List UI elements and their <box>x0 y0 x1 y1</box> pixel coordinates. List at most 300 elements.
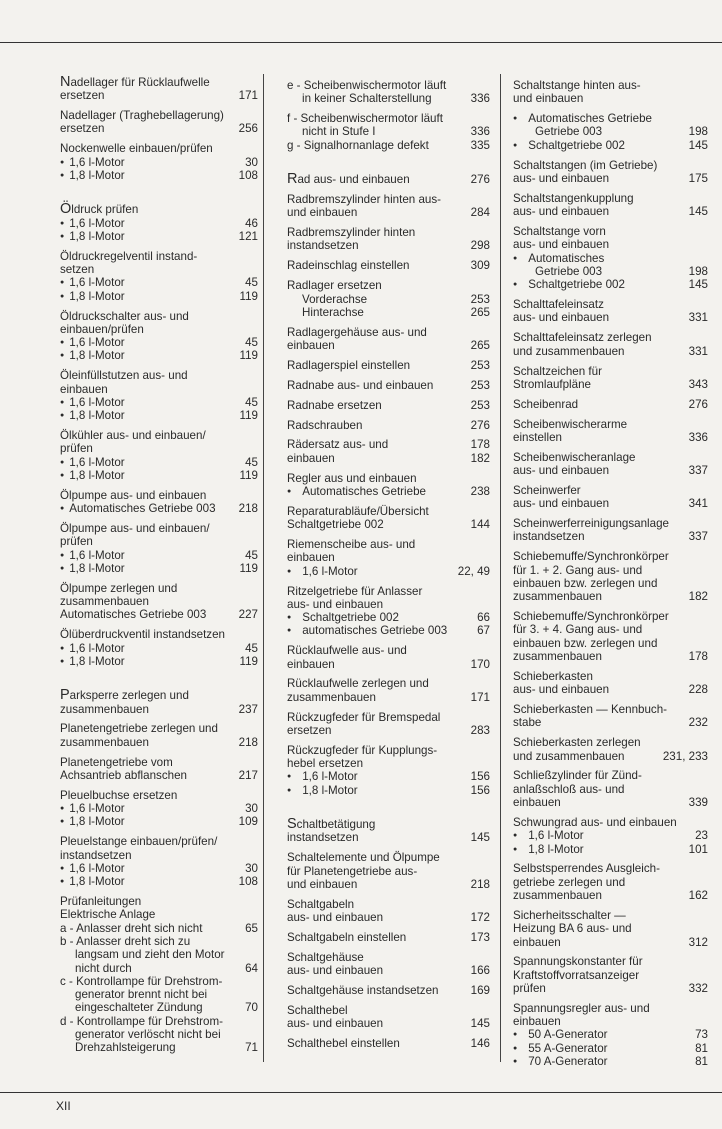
entry-text: Scheinwerfer <box>513 483 581 497</box>
entry-text: Kraftstoffvorratsanzeiger <box>513 968 640 982</box>
entry-line <box>287 691 490 704</box>
page-number: XII <box>56 1099 71 1113</box>
index-entry <box>287 744 490 797</box>
entry-line <box>287 644 490 657</box>
entry-text: Radeinschlag einstellen <box>287 259 410 273</box>
page-reference: 284 <box>470 206 490 220</box>
entry-line <box>513 378 708 391</box>
entry-line <box>513 331 708 344</box>
entry-text: Spannungskonstanter für <box>513 955 643 969</box>
entry-text: einbauen <box>513 1015 561 1029</box>
bullet-subentry <box>287 624 490 637</box>
bullet-subentry <box>60 409 258 422</box>
index-entry <box>60 250 258 303</box>
index-entry <box>60 522 258 575</box>
entry-line <box>60 582 258 595</box>
entry-text: aus- und einbauen <box>287 597 384 611</box>
column-divider <box>500 74 501 1062</box>
entry-line <box>513 92 708 105</box>
page-reference: 253 <box>470 292 490 306</box>
entry-text: ● Automatisches Getriebe 003 <box>60 502 235 515</box>
index-entry <box>513 192 708 219</box>
entry-text: einbauen/prüfen <box>60 322 144 336</box>
entry-line <box>287 865 490 878</box>
entry-line <box>287 206 490 219</box>
entry-text: ● 1,6 l-Motor <box>60 862 241 875</box>
entry-text: für Planetengetriebe aus- <box>287 864 418 878</box>
page-reference: 145 <box>688 138 708 152</box>
bullet-subentry <box>513 112 708 125</box>
entry-line <box>287 79 490 92</box>
entry-text: ● 1,6 l-Motor <box>60 276 241 289</box>
entry-text: aus- und einbauen <box>513 238 610 252</box>
page-reference: 109 <box>238 815 258 829</box>
entry-text: ● Schaltgetriebe 002 <box>513 278 685 291</box>
page-reference: 119 <box>239 409 258 423</box>
page-reference: 22, 49 <box>457 564 490 578</box>
entry-line <box>287 139 490 152</box>
entry-line <box>60 689 258 702</box>
entry-line <box>513 703 708 716</box>
page-reference: 71 <box>245 1041 258 1055</box>
entry-text: Riemenscheibe aus- und <box>287 538 416 552</box>
entry-line <box>60 789 258 802</box>
page-reference: 45 <box>245 395 258 409</box>
index-entry <box>513 298 708 325</box>
page-reference: 335 <box>470 138 490 152</box>
index-entry <box>513 159 708 186</box>
entry-text: Pleuelstange einbauen/prüfen/ <box>60 835 218 849</box>
bullet-subentry <box>60 276 258 289</box>
entry-line <box>513 451 708 464</box>
page-reference: 337 <box>688 464 708 478</box>
entry-line <box>60 442 258 455</box>
index-entry <box>60 310 258 363</box>
page-reference: 45 <box>245 455 258 469</box>
entry-line <box>513 1015 708 1028</box>
entry-text: ● 1,6 l-Motor <box>60 456 241 469</box>
entry-line <box>60 522 258 535</box>
entry-text: Schaltgabeln <box>287 897 355 911</box>
index-entry <box>287 1004 490 1031</box>
page-reference: 238 <box>470 484 490 498</box>
entry-line <box>60 988 258 1001</box>
entry-line <box>287 757 490 770</box>
index-entry <box>60 582 258 622</box>
entry-text: Schieberkasten — Kennbuch- <box>513 703 668 717</box>
entry-text: ● Automatisches <box>513 252 708 265</box>
entry-text: Schalthebel einstellen <box>287 1037 400 1051</box>
page-reference: 30 <box>245 802 258 816</box>
entry-text: ● Schaltgetriebe 002 <box>513 139 685 152</box>
entry-text: zusammenbauen <box>60 735 149 749</box>
entry-text: Radlagergehäuse aus- und <box>287 325 427 339</box>
index-entry <box>287 818 490 845</box>
entry-text: Stromlaufpläne <box>513 377 591 391</box>
entry-text: ● 50 A-Generator <box>513 1028 691 1041</box>
entry-text: Ölpumpe aus- und einbauen/ <box>60 522 210 536</box>
entry-line <box>287 724 490 737</box>
entry-text: instandsetzen <box>513 530 585 544</box>
bullet-subentry <box>287 565 490 578</box>
entry-text: aus- und einbauen <box>287 964 384 978</box>
entry-line <box>287 379 490 392</box>
entry-line <box>287 898 490 911</box>
index-column-2 <box>287 76 490 1050</box>
page-reference: 336 <box>688 430 708 444</box>
entry-line <box>513 650 708 663</box>
entry-text: Schaltgetriebe 002 <box>287 518 384 532</box>
page-reference: 341 <box>688 497 708 511</box>
entry-text: c - Kontrollampe für Drehstrom- <box>60 974 223 988</box>
entry-text: ersetzen <box>60 122 105 136</box>
entry-text: Rücklaufwelle zerlegen und <box>287 677 429 691</box>
page-reference: 182 <box>470 451 490 465</box>
page-reference: 170 <box>470 657 490 671</box>
page-reference: 65 <box>245 921 258 935</box>
entry-line <box>60 1041 258 1054</box>
entry-line <box>60 89 258 102</box>
entry-line <box>287 125 490 138</box>
page-reference: 339 <box>688 796 708 810</box>
page-reference: 178 <box>470 438 490 452</box>
entry-text: Schließzylinder für Zünd- <box>513 769 642 783</box>
entry-text: Pleuelbuchse ersetzen <box>60 788 178 802</box>
entry-line <box>60 203 258 216</box>
page-reference: 175 <box>688 171 708 185</box>
entry-line <box>287 339 490 352</box>
entry-text: Schaltstangenkupplung <box>513 191 634 205</box>
page-reference: 227 <box>238 608 258 622</box>
entry-line <box>513 955 708 968</box>
entry-text: einbauen <box>287 551 335 565</box>
entry-line <box>287 744 490 757</box>
entry-text: Schaltgehäuse instandsetzen <box>287 983 439 997</box>
bullet-subentry <box>513 843 708 856</box>
index-entry <box>513 736 708 763</box>
entry-text: instandsetzen <box>287 239 359 253</box>
entry-text: aus- und einbauen <box>513 171 610 185</box>
page-reference: 265 <box>470 339 490 353</box>
entry-text: anlaßschloß aus- und <box>513 782 625 796</box>
entry-text: Schalttafeleinsatz zerlegen <box>513 331 652 345</box>
index-entry <box>287 898 490 925</box>
entry-text: Selbstsperrendes Ausgleich- <box>513 862 660 876</box>
index-column-1 <box>60 76 258 1055</box>
entry-text: Planetengetriebe vom <box>60 755 173 769</box>
index-entry <box>513 225 708 291</box>
page-reference: 119 <box>239 654 258 668</box>
entry-line <box>60 849 258 862</box>
index-entry <box>287 79 490 106</box>
page-reference: 73 <box>695 1028 708 1042</box>
page-reference: 119 <box>239 468 258 482</box>
page-reference: 145 <box>470 831 490 845</box>
entry-line <box>60 535 258 548</box>
entry-line <box>60 835 258 848</box>
page-reference: 253 <box>470 358 490 372</box>
index-entry <box>513 610 708 663</box>
entry-line <box>60 608 258 621</box>
entry-line <box>513 769 708 782</box>
index-entry <box>287 1037 490 1050</box>
entry-text: hebel ersetzen <box>287 757 364 771</box>
entry-line <box>287 438 490 451</box>
bullet-subentry <box>513 1055 708 1068</box>
page-reference: 101 <box>688 842 708 856</box>
bullet-subentry <box>60 290 258 303</box>
entry-line <box>60 962 258 975</box>
bullet-subentry <box>60 156 258 169</box>
entry-line <box>513 365 708 378</box>
entry-text: Getriebe 003 <box>535 264 603 278</box>
entry-line <box>513 311 708 324</box>
entry-text: Ölpumpe aus- und einbauen <box>60 488 207 502</box>
bullet-subentry <box>60 230 258 243</box>
entry-line <box>513 936 708 949</box>
index-entry <box>513 365 708 392</box>
index-entry <box>513 331 708 358</box>
entry-text: zusammenbauen <box>513 889 602 903</box>
entry-line <box>287 551 490 564</box>
entry-text: Getriebe 003 <box>535 125 603 139</box>
entry-line <box>513 922 708 935</box>
entry-line <box>513 783 708 796</box>
entry-line <box>60 323 258 336</box>
entry-text: Vorderachse <box>302 292 368 306</box>
page-reference: 182 <box>688 590 708 604</box>
entry-line <box>513 484 708 497</box>
index-entry <box>287 851 490 891</box>
entry-line <box>287 279 490 292</box>
entry-line <box>60 122 258 135</box>
entry-text: zusammenbauen <box>513 650 602 663</box>
index-entry <box>60 203 258 243</box>
entry-text: Schieberkasten <box>513 669 593 683</box>
entry-text: Schaltstange vorn <box>513 225 606 239</box>
index-entry <box>287 379 490 392</box>
page-reference: 144 <box>470 518 490 532</box>
entry-line <box>287 1004 490 1017</box>
entry-text: zusammenbauen <box>513 590 602 604</box>
entry-text: prüfen <box>60 442 93 456</box>
entry-line <box>513 298 708 311</box>
entry-text: Rückzugfeder für Kupplungs- <box>287 743 438 757</box>
entry-text: zusammenbauen <box>287 690 376 704</box>
entry-text: Regler aus und einbauen <box>287 471 417 485</box>
bullet-subentry <box>60 815 258 828</box>
entry-text: einbauen <box>287 339 335 353</box>
entry-line <box>287 711 490 724</box>
entry-line <box>60 935 258 948</box>
entry-line <box>513 530 708 543</box>
bullet-subentry <box>60 169 258 182</box>
entry-text: eingeschalteter Zündung <box>75 1001 203 1015</box>
page-reference: 108 <box>238 875 258 889</box>
page-reference: 146 <box>470 1037 490 1051</box>
column-divider <box>263 74 264 1062</box>
entry-text: ● 1,8 l-Motor <box>60 290 236 303</box>
entry-text: f - Scheibenwischermotor läuft <box>287 112 443 126</box>
entry-text: generator brennt nicht bei <box>75 988 208 1002</box>
bullet-subentry <box>513 1042 708 1055</box>
entry-text: ● Automatisches Getriebe <box>287 485 467 498</box>
index-entry <box>513 517 708 544</box>
entry-text: Heizung BA 6 aus- und <box>513 922 632 936</box>
entry-text: ● 1,8 l-Motor <box>60 469 236 482</box>
entry-line <box>287 818 490 831</box>
entry-text: ● 1,8 l-Motor <box>60 562 236 575</box>
entry-text: b - Anlasser dreht sich zu <box>60 934 191 948</box>
index-entry <box>60 109 258 136</box>
entry-text: Schalthebel <box>287 1003 348 1017</box>
entry-line <box>287 538 490 551</box>
index-entry <box>60 369 258 422</box>
entry-text: Radnabe ersetzen <box>287 398 382 412</box>
page-reference: 256 <box>238 122 258 136</box>
entry-line <box>287 293 490 306</box>
entry-text: langsam und zieht den Motor <box>75 948 225 962</box>
entry-line <box>513 716 708 729</box>
index-entry <box>287 984 490 997</box>
index-entry <box>60 489 258 516</box>
entry-line <box>60 722 258 735</box>
entry-line <box>513 464 708 477</box>
entry-line <box>60 429 258 442</box>
bullet-subentry <box>60 862 258 875</box>
index-entry <box>60 429 258 482</box>
entry-text: Sicherheitsschalter — <box>513 908 626 922</box>
entry-line <box>60 1015 258 1028</box>
entry-text: Radlager ersetzen <box>287 279 382 293</box>
entry-text: Öldruckregelventil instand- <box>60 249 198 263</box>
entry-text: ● Schaltgetriebe 002 <box>287 611 473 624</box>
entry-text: ersetzen <box>287 723 332 737</box>
entry-text: a - Anlasser dreht sich nicht <box>60 921 203 935</box>
entry-line <box>513 637 708 650</box>
entry-text: Schaltstange hinten aus- <box>513 79 641 92</box>
entry-line <box>513 909 708 922</box>
page-reference: 23 <box>695 829 708 843</box>
page-reference: 332 <box>688 981 708 995</box>
page-reference: 253 <box>470 378 490 392</box>
bullet-subentry <box>60 549 258 562</box>
entry-text: aus- und einbauen <box>513 683 610 697</box>
index-entry <box>287 326 490 353</box>
entry-text: einbauen <box>513 796 561 810</box>
index-entry <box>60 835 258 888</box>
entry-text: Schaltzeichen für <box>513 364 602 378</box>
entry-text: Reparaturabläufe/Übersicht <box>287 504 429 518</box>
entry-text: ersetzen <box>60 89 105 103</box>
entry-text: einbauen <box>287 451 335 465</box>
entry-line <box>513 159 708 172</box>
entry-text: Automatisches Getriebe 003 <box>60 608 207 622</box>
entry-line <box>513 670 708 683</box>
page-reference: 45 <box>245 276 258 290</box>
entry-text: einbauen <box>60 382 108 396</box>
page-reference: 45 <box>245 641 258 655</box>
index-entry <box>287 112 490 139</box>
page-reference: 265 <box>470 305 490 319</box>
entry-text: ● 1,8 l-Motor <box>60 230 235 243</box>
index-entry <box>513 79 708 106</box>
bottom-rule <box>0 1092 722 1093</box>
entry-text: ● 1,6 l-Motor <box>60 802 241 815</box>
entry-text: ● 1,6 l-Motor <box>287 770 467 783</box>
page-reference: 30 <box>245 155 258 169</box>
entry-line <box>60 1001 258 1014</box>
entry-text: Scheinwerferreinigungsanlage <box>513 517 669 531</box>
entry-line <box>513 550 708 563</box>
entry-text: einbauen <box>287 657 335 671</box>
index-entry <box>60 628 258 668</box>
entry-text: ● 1,6 l-Motor <box>60 217 241 230</box>
page-reference: 343 <box>688 377 708 391</box>
page-reference: 173 <box>470 930 490 944</box>
entry-line <box>60 628 258 641</box>
entry-text: ● 1,8 l-Motor <box>60 349 236 362</box>
index-entry <box>287 677 490 704</box>
entry-text: in keiner Schalterstellung <box>302 92 432 106</box>
page-reference: 46 <box>245 216 258 230</box>
entry-line <box>60 109 258 122</box>
bullet-subentry <box>60 875 258 888</box>
entry-text: ● 1,8 l-Motor <box>60 655 236 668</box>
entry-text: Achsantrieb abflanschen <box>60 768 187 782</box>
entry-text: einbauen bzw. zerlegen und <box>513 636 658 650</box>
entry-line <box>513 205 708 218</box>
entry-text: Scheibenwischerarme <box>513 417 628 431</box>
entry-line <box>60 383 258 396</box>
entry-line <box>287 419 490 432</box>
index-entry <box>287 173 490 186</box>
page-reference: 276 <box>470 173 490 187</box>
index-entry <box>513 955 708 995</box>
page-reference: 298 <box>470 239 490 253</box>
entry-text: Schaltgehäuse <box>287 950 364 964</box>
entry-text: Schieberkasten zerlegen <box>513 736 641 750</box>
entry-line <box>287 259 490 272</box>
index-entry <box>287 644 490 671</box>
entry-text: einstellen <box>513 430 562 444</box>
entry-text: ● 1,8 l-Motor <box>287 784 467 797</box>
entry-text: Prüfanleitungen <box>60 895 142 909</box>
index-entry <box>513 1002 708 1068</box>
entry-text: Scheibenwischeranlage <box>513 450 636 464</box>
entry-line <box>60 769 258 782</box>
entry-text: Nadellager (Traghebellagerung) <box>60 109 224 123</box>
page-reference: 217 <box>238 768 258 782</box>
entry-line <box>513 497 708 510</box>
entry-text: und einbauen <box>513 92 584 106</box>
entry-line <box>513 796 708 809</box>
page-reference: 166 <box>470 964 490 978</box>
entry-line <box>513 610 708 623</box>
entry-text: aus- und einbauen <box>287 911 384 925</box>
page-reference: 119 <box>239 349 258 363</box>
entry-text: Rad aus- und einbauen <box>287 171 410 188</box>
entry-line <box>513 736 708 749</box>
index-entry <box>287 585 490 638</box>
page-reference: 169 <box>470 983 490 997</box>
entry-line <box>513 816 708 829</box>
entry-text: ● automatisches Getriebe 003 <box>287 624 473 637</box>
bullet-subentry <box>60 642 258 655</box>
entry-text: Radnabe aus- und einbauen <box>287 378 434 392</box>
page-reference: 145 <box>688 205 708 219</box>
entry-text: Rückzugfeder für Bremspedal <box>287 710 441 724</box>
